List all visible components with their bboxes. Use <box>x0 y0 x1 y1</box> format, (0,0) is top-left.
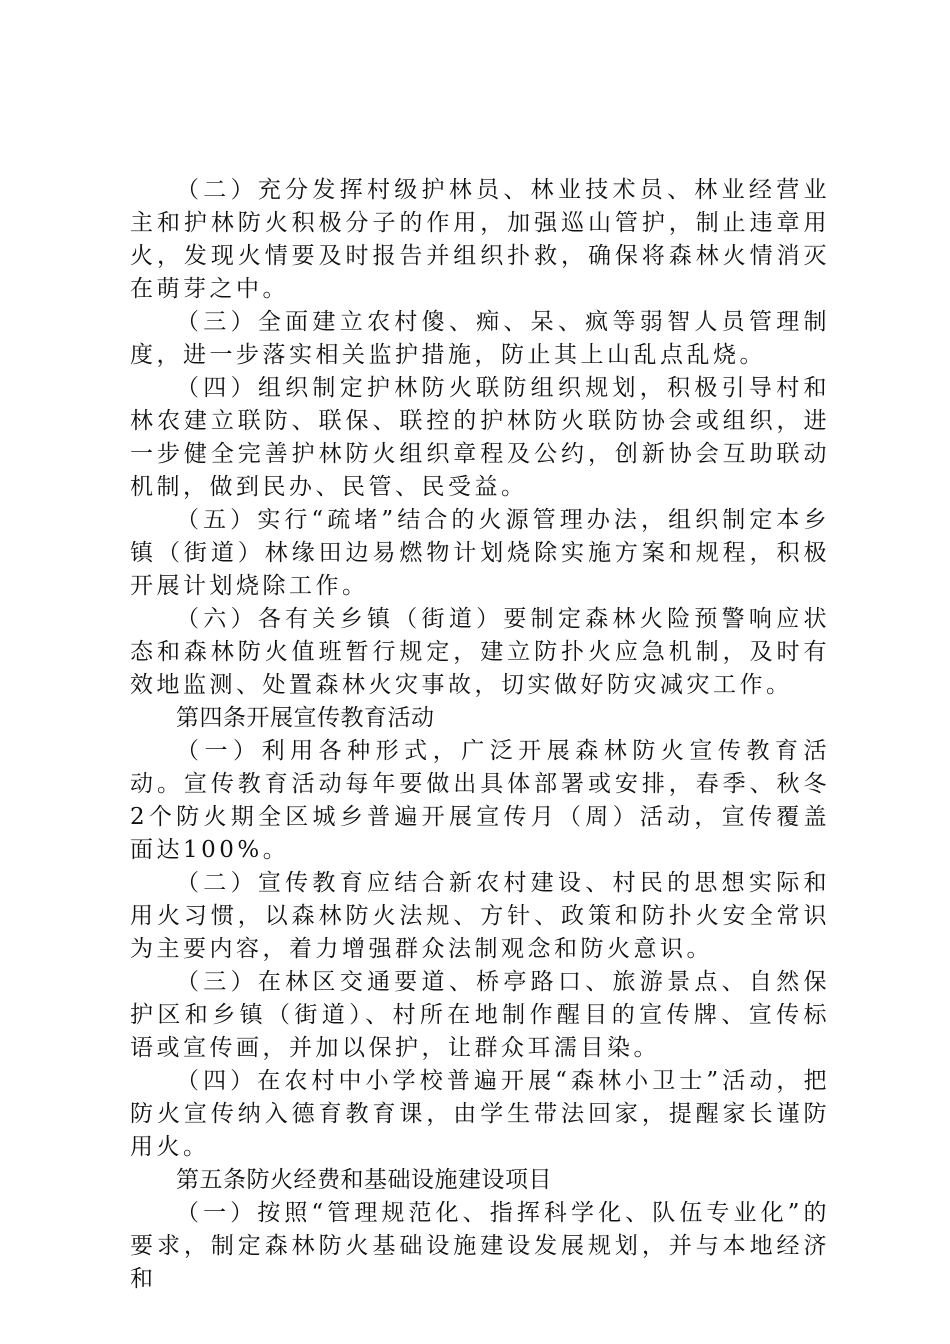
section-heading-article-4: 第四条开展宣传教育活动 <box>176 705 435 731</box>
paragraph-publicity-content: （二）宣传教育应结合新农村建设、村民的思想实际和用火习惯，以森林防火法规、方针、政策和防扑火安全常识为主要内容，着力增强群众法制观念和防火意识。 <box>130 870 830 962</box>
paragraph-patrol-staff: （二）充分发挥村级护林员、林业技术员、林业经营业主和护林防火积极分子的作用，加强巡山管护，制止违章用火，发现火情要及时报告并组织扑救，确保将森林火情消灭在萌芽之中。 <box>130 177 830 302</box>
paragraph-special-persons: （三）全面建立农村傻、痴、呆、疯等弱智人员管理制度，进一步落实相关监护措施，防止其上山乱点乱烧。 <box>130 309 830 368</box>
paragraph-publicity-signs: （三）在林区交通要道、桥亭路口、旅游景点、自然保护区和乡镇（街道）、村所在地制作醒目的宣传牌、宣传标语或宣传画，并加以保护，让群众耳濡目染。 <box>130 969 830 1061</box>
paragraph-joint-defense: （四）组织制定护林防火联防组织规划，积极引导村和林农建立联防、联保、联控的护林防火联防协会或组织，进一步健全完善护林防火组织章程及公约，创新协会互助联动机制，做到民办、民管、民受益。 <box>130 375 830 500</box>
paragraph-infrastructure-plan: （一）按照“管理规范化、指挥科学化、队伍专业化”的要求，制定森林防火基础设施建设发展规划，并与本地经济和 <box>130 1200 830 1292</box>
paragraph-emergency-mechanism: （六）各有关乡镇（街道）要制定森林火险预警响应状态和森林防火值班暂行规定，建立防扑火应急机制，及时有效地监测、处置森林火灾事故，切实做好防灾减灾工作。 <box>130 606 830 698</box>
paragraph-publicity-activities: （一）利用各种形式，广泛开展森林防火宣传教育活动。宣传教育活动每年要做出具体部署或安排，春季、秋冬2个防火期全区城乡普遍开展宣传月（周）活动，宣传覆盖面达100%。 <box>130 738 830 863</box>
paragraph-school-activity: （四）在农村中小学校普遍开展“森林小卫士”活动，把防火宣传纳入德育教育课，由学生带法回家，提醒家长谨防用火。 <box>130 1068 830 1160</box>
paragraph-fire-source-management: （五）实行“疏堵”结合的火源管理办法，组织制定本乡镇（街道）林缘田边易燃物计划烧除实施方案和规程，积极开展计划烧除工作。 <box>130 507 830 599</box>
section-heading-article-5: 第五条防火经费和基础设施建设项目 <box>176 1167 552 1193</box>
document-body <box>130 174 830 1296</box>
